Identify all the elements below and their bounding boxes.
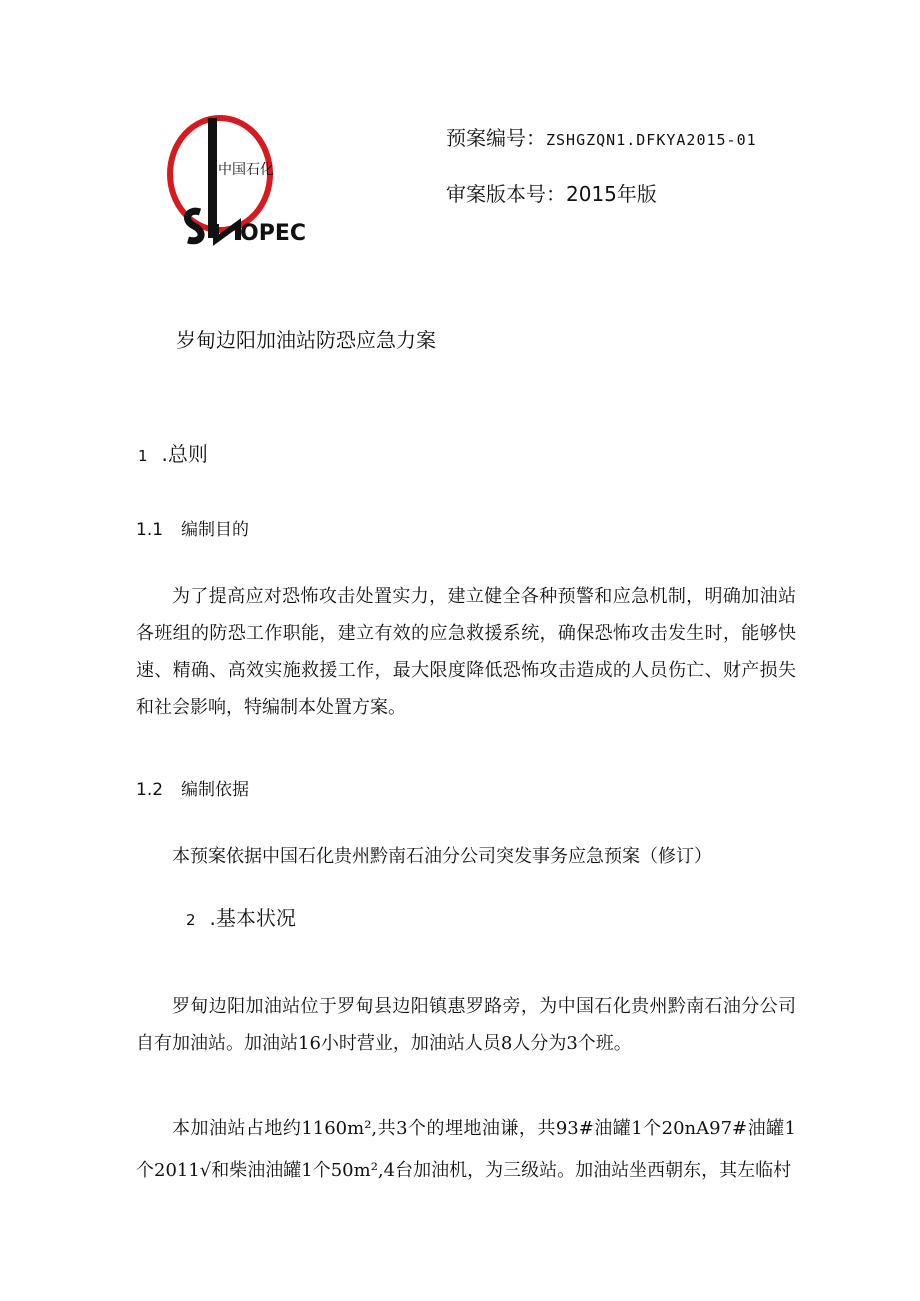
section-2-title: .基本状况 — [209, 906, 296, 930]
section-1-1-title: 编制目的 — [181, 520, 250, 540]
section-2-number: 2 — [186, 911, 196, 929]
sinopec-logo — [158, 112, 306, 248]
section-2-paragraph-1: 罗甸边阳加油站位于罗甸县边阳镇惠罗路旁，为中国石化贵州黔南石油分公司自有加油站。加油站16小时营业，加油站人员8人分为3个班。 — [136, 996, 796, 1054]
section-2-paragraph-2: 本加油站占地约1160m²,共3个的埋地油谦，共93#油罐1个20nA97#油罐1个2011√和柴油油罐1个50m²,4台加油机，为三级站。加油站坐西朝东，其左临村 — [136, 1118, 796, 1181]
plan-number-label: 预案编号： — [446, 126, 546, 150]
section-2-heading — [186, 902, 296, 931]
plan-number-value: ZSHGZQN1.DFKYA2015-01 — [546, 131, 757, 149]
version-number — [446, 178, 657, 207]
version-value: 2015年版 — [566, 182, 657, 206]
section-1-heading — [138, 438, 208, 467]
section-1-number: 1 — [138, 447, 148, 465]
logo-cn-mark: 中国石化 — [218, 162, 274, 178]
version-label: 审案版本号： — [446, 182, 566, 206]
plan-number — [446, 122, 757, 151]
section-1-2-number: 1.2 — [136, 780, 164, 800]
section-1-1-number: 1.1 — [136, 520, 164, 540]
section-1-1-body: 为了提高应对恐怖攻击处置实力，建立健全各种预警和应急机制，明确加油站各班组的防恐工作职能，建立有效的应急救援系统，确保恐怖攻击发生时，能够快速、精确、高效实施救援工作，最大限度降低恐怖攻击造成的人员伤亡、财产损失和社会影响，特编制本处置方案。 — [136, 586, 796, 718]
svg-text:OPEC: OPEC — [240, 221, 306, 246]
section-1-2-heading — [136, 775, 249, 800]
document-title: 岁甸边阳加油站防恐应急力案 — [176, 328, 436, 352]
section-1-2-title: 编制依据 — [181, 780, 250, 800]
section-1-1-heading — [136, 515, 249, 540]
section-1-2-body: 本预案依据中国石化贵州黔南石油分公司突发事务应急预案（修订） — [172, 846, 712, 867]
section-1-title: .总则 — [161, 442, 208, 466]
